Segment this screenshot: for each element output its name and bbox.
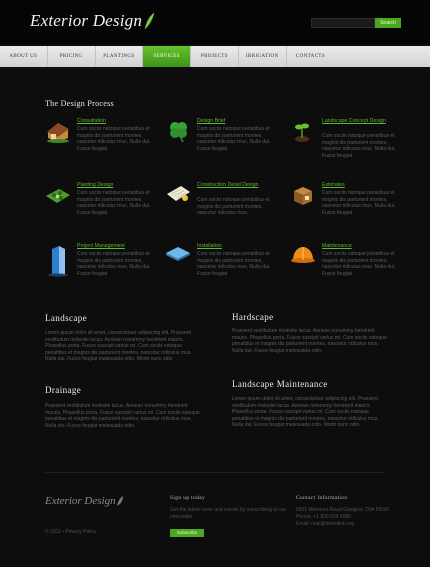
nav-item-projects[interactable]: PROJECTS bbox=[191, 46, 239, 67]
maintenance-text: Lorem ipsum dolor sit amet, consectetuer adipiscing elit. Praesent vestibulum molestie lacus. Aenean nonummy hendrerit mauris. Phasellus porta. Fusce suscipit varius mi. Cum sociis natoque penatibus et magnis dis parturient montes, nascetur ridiculus mus. Nulla dui. Fusce feugiat malesuada odio. Morbi nunc odio. bbox=[232, 396, 379, 429]
box-icon bbox=[290, 182, 316, 208]
contact-phone: Phone: +1 800 559 6580 bbox=[296, 514, 351, 520]
nav-item-plantings[interactable]: PLANTINGS bbox=[96, 46, 144, 67]
contact-title: Contact Information bbox=[296, 495, 348, 501]
clover-icon bbox=[165, 118, 191, 144]
process-item-title[interactable]: Maintenance bbox=[322, 243, 352, 249]
process-item-text: Cum sociis natoque penatibus et magnis dis parturient montes, nascetur ridiculus mus. Nulla dui. Fusce feugiat bbox=[322, 133, 396, 159]
drainage-title: Drainage bbox=[45, 385, 82, 395]
process-item bbox=[290, 182, 410, 222]
header bbox=[0, 0, 430, 44]
process-item-text: Cum sociis natoque penatibus et magnis dis parturient montes, nascetur ridiculus mus. Nulla dui. Fusce feugiat bbox=[77, 126, 151, 152]
process-item-text: Cum sociis natoque penatibus et magnis dis parturient montes, nascetur ridiculus mus. Nulla dui. Fusce feugiat bbox=[197, 251, 271, 277]
leaf-icon bbox=[143, 12, 155, 30]
process-item-text: Cum sociis natoque penatibus et magnis dis parturient montes, nascetur ridiculus mus. Nulla dui. Fusce feugiat bbox=[322, 190, 396, 216]
process-item bbox=[45, 243, 165, 283]
blueprint-icon bbox=[165, 182, 191, 208]
contact-email[interactable]: Email: mail@demolink.org bbox=[296, 521, 355, 527]
drainage-text: Praesent vestibulum molestie lacus. Aenean nonummy hendrerit mauris. Phasellus porta. Fusce suscipit varius mi. Cum sociis natoque penatibus et magnis dis parturient montes, nascetur ridiculus mus. Nulla dui. Fusce feugiat malesuada odio. bbox=[45, 403, 200, 429]
hardscape-title: Hardscape bbox=[232, 312, 274, 322]
garden-plan-icon bbox=[45, 182, 71, 208]
process-item-title[interactable]: Design Brief bbox=[197, 118, 226, 124]
process-item-text: Cum sociis natoque penatibus et magnis dis parturient montes, nascetur ridiculus mus. Nulla dui. Fusce feugiat bbox=[197, 126, 271, 152]
process-item-text: Cum sociis natoque penatibus et magnis dis parturient montes, nascetur ridiculus mus. bbox=[197, 197, 270, 216]
process-item bbox=[290, 243, 410, 283]
maintenance-title: Landscape Maintenance bbox=[232, 379, 328, 389]
process-item-title[interactable]: Landscape Concept Design bbox=[322, 118, 386, 124]
main-nav bbox=[0, 46, 430, 67]
tile-icon bbox=[165, 243, 191, 269]
process-item-title[interactable]: Project Management bbox=[77, 243, 125, 249]
landscape-text: Lorem ipsum dolor sit amet, consectetuer adipiscing elit. Praesent vestibulum molestie lacus. Aenean nonummy hendrerit mauris. Phasellus porta. Fusce suscipit varius mi. Cum sociis natoque penatibus et magnis dis parturient montes, nascetur ridiculus mus. Nulla dui. Fusce feugiat malesuada odio. Morbi nunc odio bbox=[45, 330, 192, 363]
nav-item-about-us[interactable]: ABOUT US bbox=[0, 46, 48, 67]
signup-title: Sign up today bbox=[170, 495, 206, 501]
house-icon bbox=[45, 118, 71, 144]
nav-item-pricing[interactable]: PRICING bbox=[48, 46, 96, 67]
process-item-title[interactable]: Estimates bbox=[322, 182, 345, 188]
footer-divider bbox=[45, 472, 385, 473]
process-item-text: Cum sociis natoque penatibus et magnis dis parturient montes, nascetur ridiculus mus. Nulla dui. Fusce feugiat bbox=[77, 251, 151, 277]
logo-text: Exterior Design bbox=[30, 11, 143, 30]
logo[interactable] bbox=[30, 11, 155, 31]
process-item bbox=[165, 243, 285, 283]
design-process-title: The Design Process bbox=[45, 99, 114, 108]
process-item bbox=[45, 118, 165, 158]
process-item-text: Cum sociis natoque penatibus et magnis dis parturient montes, nascetur ridiculus mus. Nulla dui. Fusce feugiat bbox=[322, 251, 396, 277]
process-item-title[interactable]: Installation bbox=[197, 243, 222, 249]
search-form bbox=[311, 18, 401, 28]
process-item bbox=[165, 182, 285, 222]
footer-logo-text: Exterior Design bbox=[45, 495, 116, 507]
process-item-title[interactable]: Planting Design bbox=[77, 182, 114, 188]
hard-hat-icon bbox=[290, 243, 316, 269]
subscribe-button[interactable]: Subscribe bbox=[170, 529, 204, 537]
signup-text: Get the latest news and events by subscribing to our newsletter. bbox=[170, 507, 287, 520]
building-icon bbox=[45, 243, 71, 277]
sprout-icon bbox=[290, 118, 316, 144]
landscape-title: Landscape bbox=[45, 313, 88, 323]
nav-item-contacts[interactable]: CONTACTS bbox=[295, 54, 326, 59]
process-item bbox=[165, 118, 285, 158]
search-input[interactable] bbox=[311, 18, 375, 28]
process-item-title[interactable]: Construction Detail Design bbox=[197, 182, 259, 188]
contact-address: 8901 Marmora Road Glasgow, D04 89GR bbox=[296, 507, 389, 513]
search-button[interactable]: Search bbox=[375, 18, 401, 28]
footer-logo[interactable] bbox=[45, 495, 124, 507]
leaf-icon bbox=[116, 495, 124, 507]
nav-item-irrigation[interactable]: IRRIGATION bbox=[239, 46, 287, 67]
nav-item-services[interactable]: SERVICES bbox=[143, 46, 191, 67]
process-item bbox=[45, 182, 165, 222]
copyright[interactable]: © 2011 • Privacy Policy bbox=[45, 529, 97, 535]
process-item-title[interactable]: Consultation bbox=[77, 118, 106, 124]
process-item bbox=[290, 118, 410, 158]
hardscape-text: Praesent vestibulum molestie lacus. Aenean nonummy hendrerit mauris. Phasellus porta. Fusce suscipit varius mi. Cum sociis natoque penatibus et magnis dis parturient montes, nascetur ridiculus mus. Nulla dui. Fusce feugiat malesuada odio. bbox=[232, 328, 387, 354]
process-item-text: Cum sociis natoque penatibus et magnis dis parturient montes, nascetur ridiculus mus. Nulla dui. Fusce feugiat bbox=[77, 190, 151, 216]
